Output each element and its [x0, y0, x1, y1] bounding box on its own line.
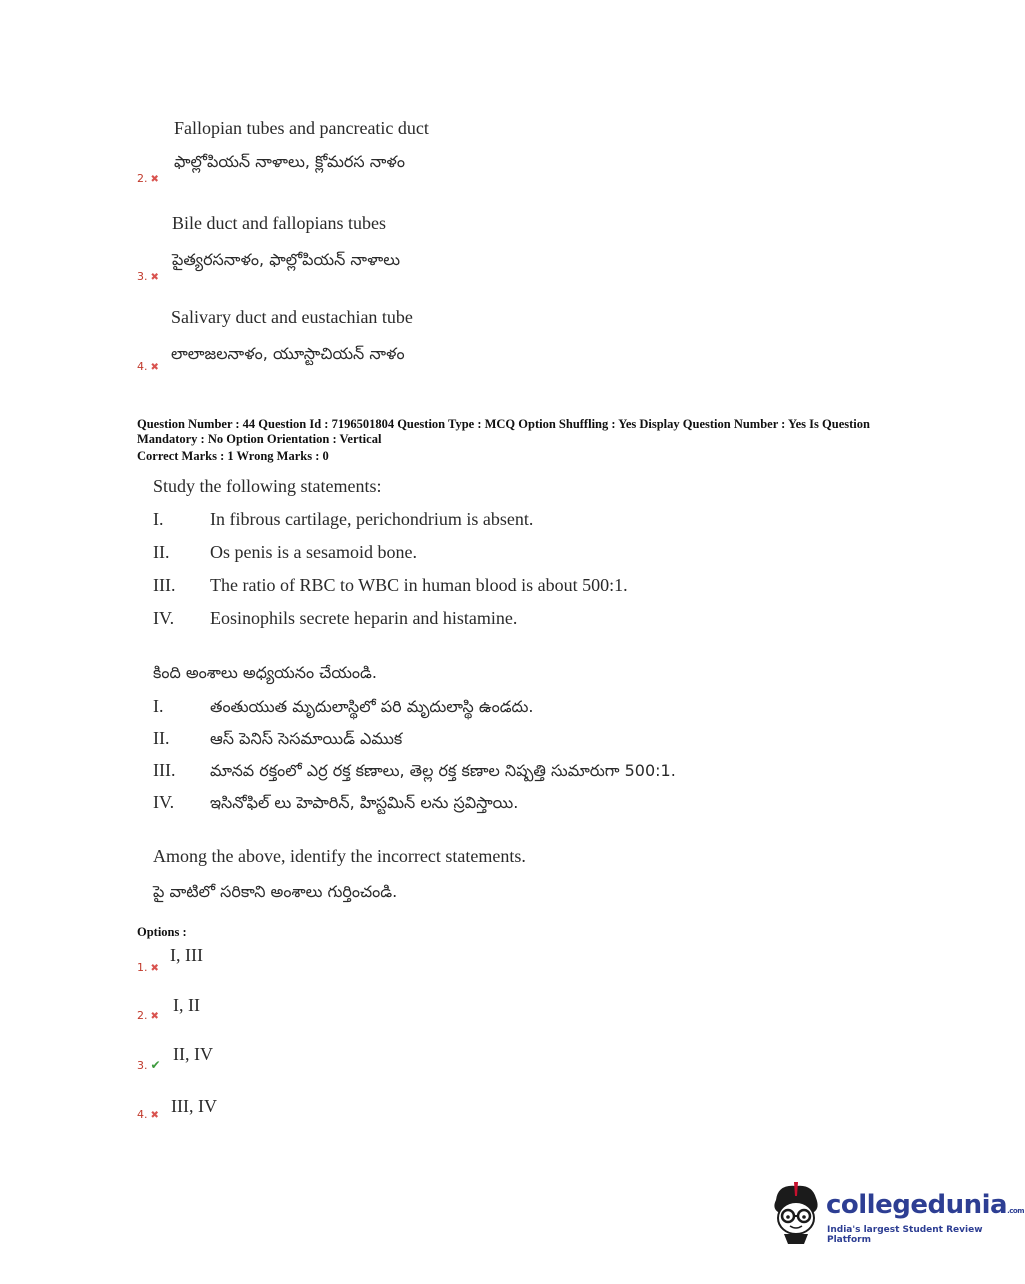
collegedunia-logo[interactable]: [768, 1180, 1024, 1250]
prev-option-3-marker: 3. ✖: [137, 270, 159, 283]
prev-option-2-telugu: ఫాల్లోపియన్ నాళాలు, క్లోమరస నాళం: [174, 152, 405, 171]
option-1-text[interactable]: I, III: [170, 945, 203, 965]
statement-en-2: II. Os penis is a sesamoid bone.: [153, 542, 417, 562]
question-intro-english: Study the following statements:: [153, 476, 382, 496]
cross-icon: ✖: [150, 1011, 159, 1022]
statement-en-3: III. The ratio of RBC to WBC in human blood is about 500:1.: [153, 575, 628, 595]
options-label: Options :: [137, 925, 187, 939]
prev-option-2-english: Fallopian tubes and pancreatic duct: [174, 118, 429, 138]
question-intro-telugu: కింది అంశాలు అధ్యయనం చేయండి.: [153, 663, 377, 682]
option-1-marker: 1. ✖: [137, 961, 159, 974]
question-meta-line1: Question Number : 44 Question Id : 7196501804 Question Type : MCQ Option Shuffling : Yes Display Question Number : Yes Is Question: [137, 417, 870, 431]
mascot-icon: [768, 1180, 824, 1248]
statement-en-4: IV. Eosinophils secrete heparin and histamine.: [153, 608, 518, 628]
option-2-marker: 2. ✖: [137, 1009, 159, 1022]
logo-tagline: India's largest Student Review Platform: [827, 1225, 983, 1245]
question-meta: [137, 417, 997, 464]
question-marks: Correct Marks : 1 Wrong Marks : 0: [137, 449, 329, 463]
statement-te-2: II. ఆస్ పెనిస్ సెసమాయిడ్ ఎముక: [153, 728, 403, 748]
cross-icon: ✖: [150, 362, 159, 373]
prev-option-4-marker: 4. ✖: [137, 360, 159, 373]
cross-icon: ✖: [150, 963, 159, 974]
cross-icon: ✖: [150, 272, 159, 283]
logo-wordmark: collegedunia.com: [826, 1190, 1024, 1220]
question-meta-line2: Mandatory : No Option Orientation : Vertical: [137, 432, 382, 446]
question-ask-english: Among the above, identify the incorrect statements.: [153, 846, 526, 866]
statement-te-3: III. మానవ రక్తంలో ఎర్ర రక్త కణాలు, తెల్ల రక్త కణాల నిష్పత్తి సుమారుగా 500:1.: [153, 760, 676, 780]
option-4-marker: 4. ✖: [137, 1108, 159, 1121]
prev-option-4-english: Salivary duct and eustachian tube: [171, 307, 413, 327]
cross-icon: ✖: [150, 1110, 159, 1121]
question-ask-telugu: పై వాటిలో సరికాని అంశాలు గుర్తించండి.: [153, 882, 398, 901]
prev-option-2-marker: 2. ✖: [137, 172, 159, 185]
cross-icon: ✖: [150, 174, 159, 185]
option-3-marker: 3. ✔: [137, 1058, 161, 1072]
statement-te-1: I. తంతుయుత మృదులాస్థిలో పరి మృదులాస్థి ఉండదు.: [153, 696, 534, 716]
statement-en-1: I. In fibrous cartilage, perichondrium is absent.: [153, 509, 534, 529]
check-icon: ✔: [150, 1058, 161, 1072]
option-2-text[interactable]: I, II: [173, 995, 200, 1015]
statement-te-4: IV. ఇసినోఫిల్ లు హెపారిన్, హిస్టమిన్ లను స్రవిస్తాయి.: [153, 792, 519, 812]
option-3-text[interactable]: II, IV: [173, 1044, 213, 1064]
prev-option-4-telugu: లాలాజలనాళం, యూస్టాచియన్ నాళం: [171, 344, 405, 363]
prev-option-3-telugu: పైత్యరసనాళం, ఫాల్లోపియన్ నాళాలు: [172, 250, 401, 269]
option-4-text[interactable]: III, IV: [171, 1096, 217, 1116]
prev-option-3-english: Bile duct and fallopians tubes: [172, 213, 386, 233]
